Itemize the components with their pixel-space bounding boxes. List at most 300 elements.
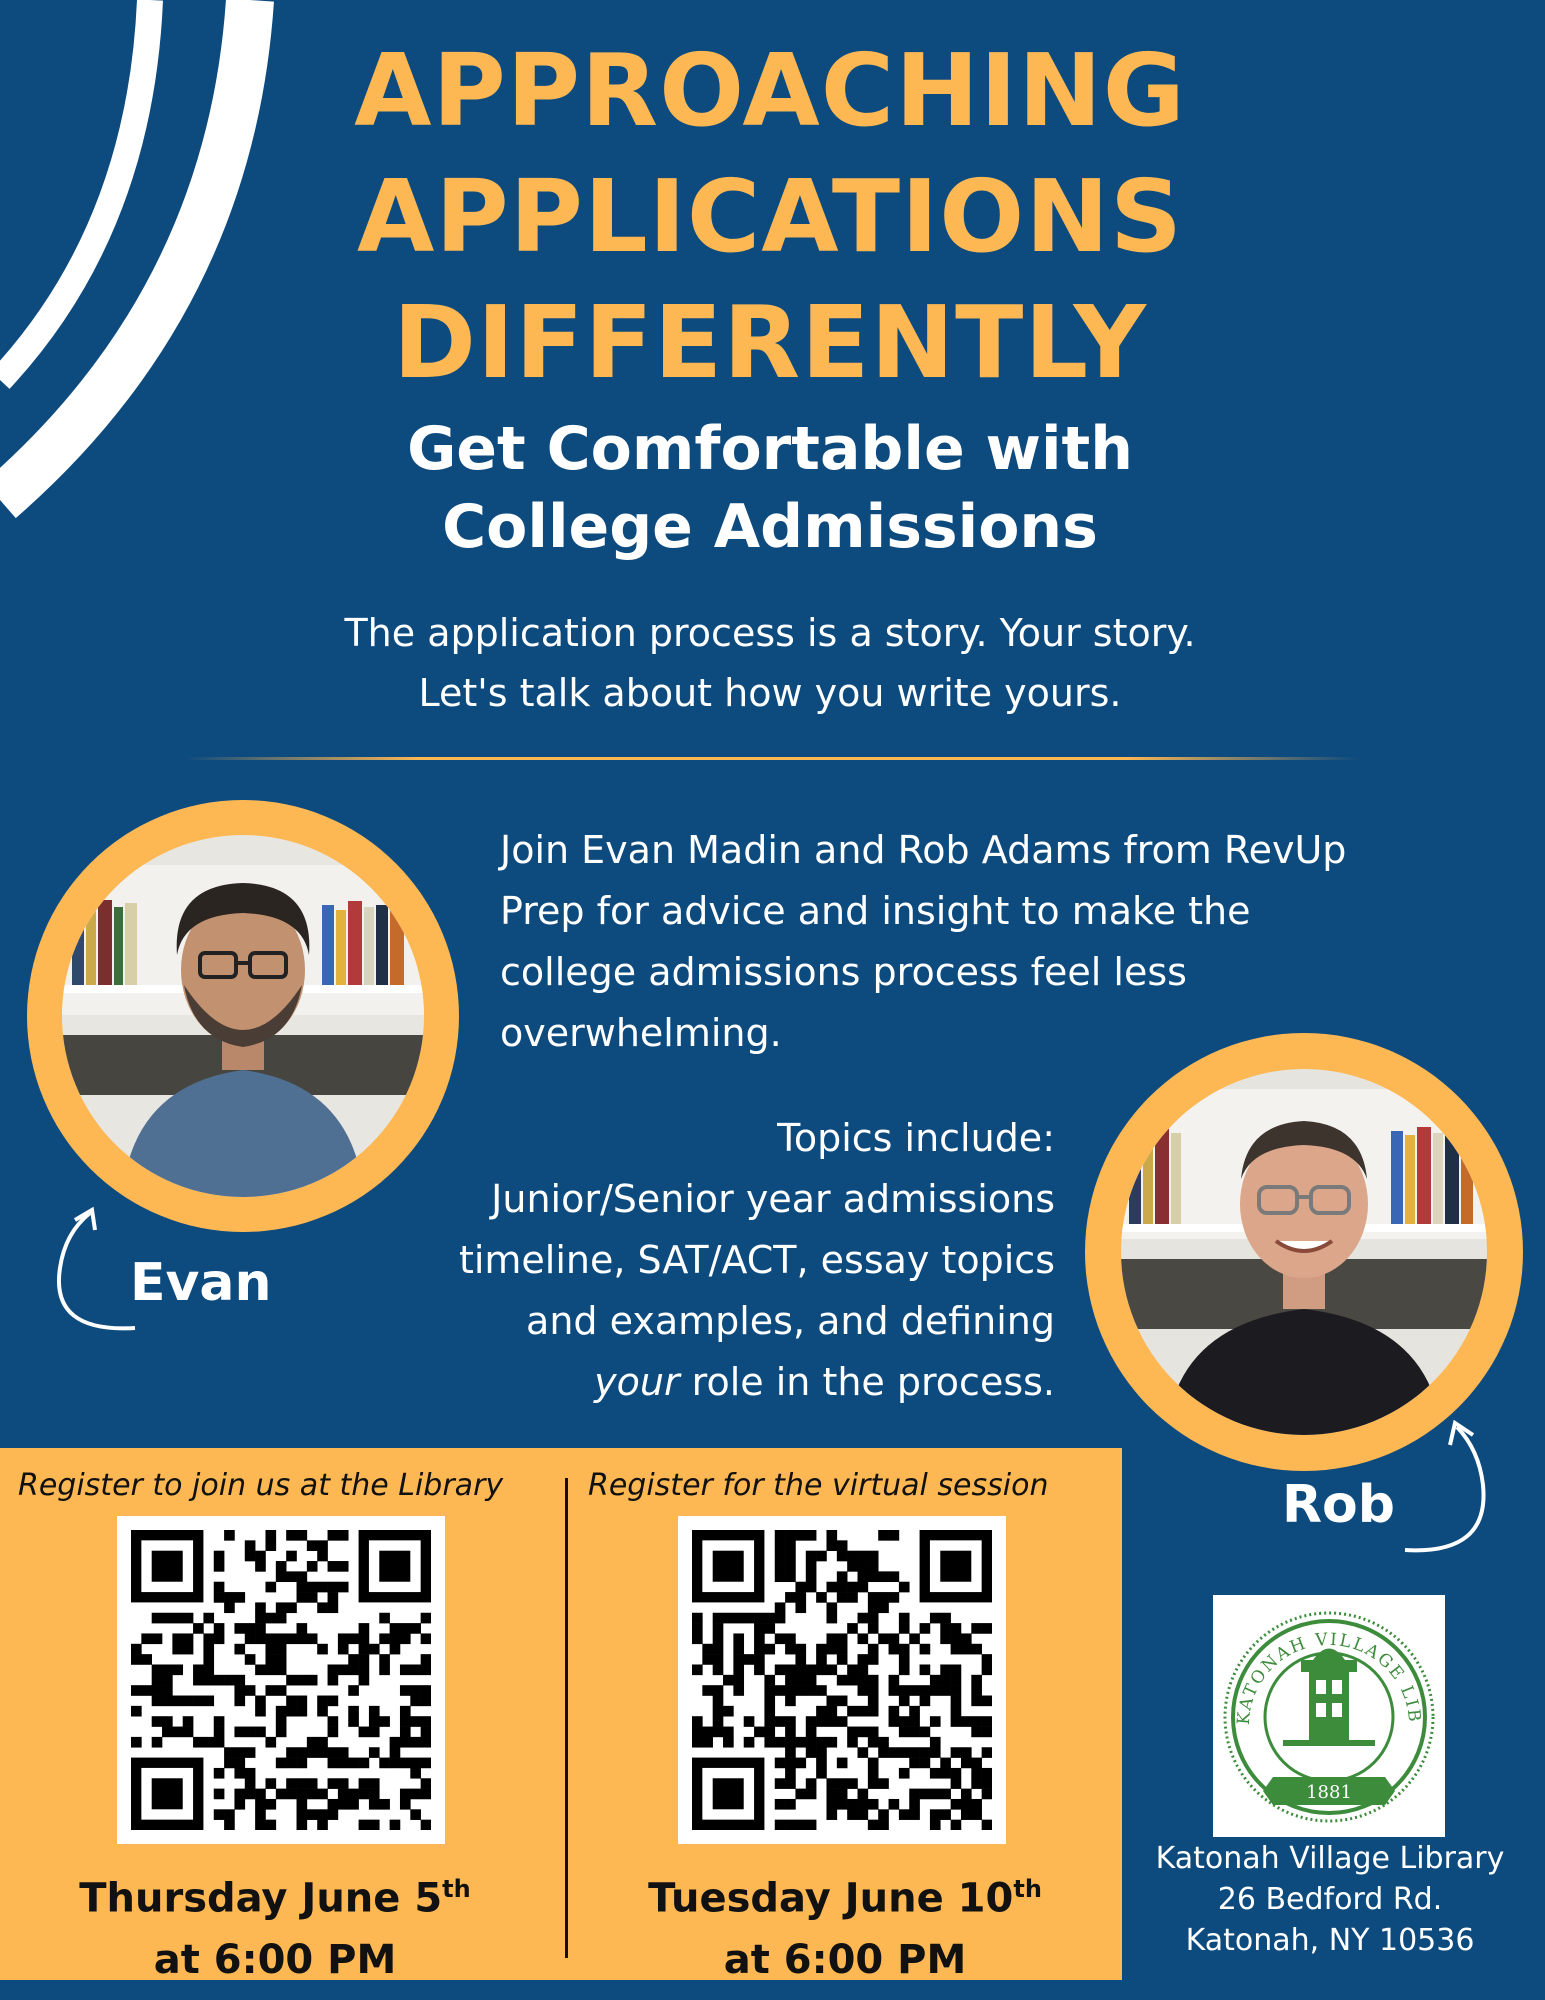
qr-module [369,1789,380,1800]
qr-module [868,1675,879,1686]
qr-module [940,1758,951,1769]
qr-module [421,1737,431,1748]
qr-module [733,1613,744,1624]
qr-module [265,1778,276,1789]
qr-module [234,1623,245,1634]
qr-module [276,1706,287,1717]
qr-module [806,1716,817,1727]
qr-module [764,1613,775,1624]
qr-module [421,1685,431,1696]
qr-module [961,1747,972,1758]
qr-module [878,1737,889,1748]
qr-module [162,1727,173,1738]
qr-module [245,1685,256,1696]
qr-module [152,1633,163,1644]
qr-module [286,1706,297,1717]
qr-module [930,1789,941,1800]
qr-module [307,1778,318,1789]
virtual-session-date [575,1858,1115,1991]
qr-module [816,1654,827,1665]
qr-module [920,1747,931,1758]
qr-module [764,1696,775,1707]
qr-module [286,1530,297,1541]
qr-module [286,1789,297,1800]
qr-module [775,1561,786,1572]
qr-module [982,1727,992,1738]
qr-module [775,1799,786,1810]
qr-module [328,1809,339,1820]
qr-module [359,1727,370,1738]
qr-module [723,1675,734,1686]
qr-module [713,1696,724,1707]
qr-module [889,1706,900,1717]
qr-module [982,1664,992,1675]
qr-module [837,1799,848,1810]
qr-module [826,1602,837,1613]
qr-module [940,1623,951,1634]
qr-module [775,1820,786,1830]
qr-module [379,1664,390,1675]
qr-module [971,1696,982,1707]
qr-module [940,1633,951,1644]
qr-module [286,1602,297,1613]
qr-module [338,1758,349,1769]
qr-module [297,1778,308,1789]
qr-module [338,1778,349,1789]
qr-module [421,1789,431,1800]
qr-module [297,1820,308,1830]
library-day: Thursday June 5 [79,1875,443,1922]
qr-module [826,1613,837,1624]
qr-module [889,1675,900,1686]
qr-module [338,1799,349,1810]
qr-module [878,1602,889,1613]
qr-module [744,1716,755,1727]
qr-module [785,1696,796,1707]
qr-module [328,1582,339,1593]
qr-module [785,1551,796,1562]
topics-line: timeline, SAT/ACT, essay topics [458,1238,1055,1282]
qr-module [245,1747,256,1758]
qr-module [692,1727,703,1738]
qr-module [868,1685,879,1696]
qr-module [317,1540,328,1551]
qr-module [837,1592,848,1603]
qr-module [131,1737,142,1748]
qr-module [909,1706,920,1717]
qr-module [400,1799,411,1810]
qr-module [265,1582,276,1593]
qr-module [265,1685,276,1696]
rob-name-label: Rob [1282,1475,1395,1535]
qr-module [733,1644,744,1655]
qr-module [307,1747,318,1758]
qr-module [421,1664,431,1675]
event-title [270,28,1270,406]
qr-module [276,1644,287,1655]
qr-module [255,1789,266,1800]
qr-module [255,1820,266,1830]
qr-module [400,1685,411,1696]
qr-module [826,1530,837,1541]
qr-module [982,1696,992,1707]
qr-module [971,1716,982,1727]
qr-module [193,1664,204,1675]
qr-module [286,1633,297,1644]
qr-module [307,1540,318,1551]
qr-module [152,1685,163,1696]
qr-module [359,1664,370,1675]
qr-module [234,1727,245,1738]
qr-module [795,1530,806,1541]
logo-year: 1881 [1306,1782,1352,1803]
qr-module [214,1582,225,1593]
qr-module [297,1758,308,1769]
qr-module [837,1675,848,1686]
qr-module [826,1737,837,1748]
qr-module [193,1623,204,1634]
qr-module [234,1592,245,1603]
qr-module [297,1571,308,1582]
qr-module [214,1716,225,1727]
qr-module [754,1654,765,1665]
qr-module [713,1664,724,1675]
qr-module [837,1540,848,1551]
qr-module [713,1633,724,1644]
qr-module [152,1716,163,1727]
qr-module [410,1696,421,1707]
qr-module [775,1685,786,1696]
qr-module [297,1799,308,1810]
qr-module [858,1551,869,1562]
topics-line [330,1352,1055,1413]
qr-module [940,1768,951,1779]
library-qr-code[interactable] [117,1516,445,1844]
qr-module [400,1716,411,1727]
qr-module [795,1602,806,1613]
qr-module [733,1654,744,1665]
qr-module [826,1664,837,1675]
intro-line: college admissions process feel less [500,950,1187,994]
qr-module [868,1551,879,1562]
qr-module [713,1613,724,1624]
qr-module [328,1664,339,1675]
qr-module [224,1530,235,1541]
qr-module [940,1675,951,1686]
qr-module [224,1820,235,1830]
qr-module [816,1592,827,1603]
qr-module [951,1633,962,1644]
qr-module [348,1633,359,1644]
qr-module [359,1758,370,1769]
qr-module [379,1799,390,1810]
qr-module [348,1799,359,1810]
qr-module [203,1644,214,1655]
qr-module [940,1685,951,1696]
qr-module [930,1613,941,1624]
qr-module [390,1747,401,1758]
intro-line: overwhelming. [500,1011,782,1055]
qr-module [297,1696,308,1707]
qr-module [131,1706,142,1717]
qr-module [214,1789,225,1800]
qr-module [265,1654,276,1665]
qr-module [162,1613,173,1624]
qr-module [359,1644,370,1655]
qr-module [276,1664,287,1675]
qr-module [421,1716,431,1727]
qr-module [837,1758,848,1769]
qr-module [837,1696,848,1707]
qr-module [785,1758,796,1769]
qr-module [307,1633,318,1644]
qr-module [723,1727,734,1738]
qr-module [816,1685,827,1696]
qr-module [328,1561,339,1572]
qr-module [785,1737,796,1748]
qr-module [317,1809,328,1820]
qr-module [255,1664,266,1675]
qr-module [909,1799,920,1810]
qr-module [951,1706,962,1717]
virtual-time: at 6:00 PM [723,1937,967,1984]
qr-module [868,1696,879,1707]
qr-module [868,1613,879,1624]
qr-module [307,1737,318,1748]
qr-module [764,1623,775,1634]
qr-module [234,1644,245,1655]
qr-module [421,1696,431,1707]
qr-module [826,1540,837,1551]
qr-module [713,1654,724,1665]
qr-module [889,1644,900,1655]
qr-module [785,1768,796,1779]
qr-module [328,1602,339,1613]
section-divider [185,757,1360,760]
qr-module [234,1799,245,1810]
topics-emphasis: your [594,1360,680,1404]
qr-module [234,1685,245,1696]
qr-module [172,1644,183,1655]
qr-module [692,1613,703,1624]
qr-module [317,1789,328,1800]
qr-module [878,1633,889,1644]
qr-module [214,1623,225,1634]
qr-module [868,1758,879,1769]
qr-module [775,1571,786,1582]
qr-module [152,1737,163,1748]
qr-module [410,1716,421,1727]
qr-module [858,1685,869,1696]
qr-module [421,1778,431,1789]
qr-module [847,1551,858,1562]
qr-module [775,1633,786,1644]
topics-line-rest: role in the process. [679,1360,1055,1404]
registration-panel [0,1448,1122,1984]
qr-module [286,1758,297,1769]
qr-module [909,1809,920,1820]
qr-module [971,1675,982,1686]
qr-module [982,1820,992,1830]
qr-module [421,1727,431,1738]
qr-module [317,1737,328,1748]
qr-module [930,1685,941,1696]
qr-module [920,1664,931,1675]
qr-module [951,1778,962,1789]
qr-module [826,1799,837,1810]
qr-module [692,1737,703,1748]
qr-module [713,1706,724,1717]
qr-module [328,1716,339,1727]
virtual-qr-code[interactable] [678,1516,1006,1844]
qr-module [265,1613,276,1624]
qr-module [183,1613,194,1624]
qr-module [265,1530,276,1541]
qr-module [847,1727,858,1738]
qr-module [951,1675,962,1686]
virtual-registration-caption: Register for the virtual session [588,1468,1049,1503]
qr-module [131,1654,142,1665]
qr-module [754,1644,765,1655]
qr-module [379,1716,390,1727]
qr-module [338,1582,349,1593]
library-day-suffix: th [442,1875,471,1903]
qr-module [172,1613,183,1624]
qr-module [971,1758,982,1769]
qr-module [961,1809,972,1820]
qr-module [328,1747,339,1758]
qr-module [816,1747,827,1758]
qr-module [940,1551,971,1582]
qr-module [878,1778,889,1789]
qr-module [234,1789,245,1800]
qr-module [785,1664,796,1675]
qr-module [702,1737,713,1748]
qr-module [692,1623,703,1634]
qr-module [348,1716,359,1727]
qr-module [785,1540,796,1551]
qr-module [214,1561,225,1572]
intro-line: Prep for advice and insight to make the [500,889,1251,933]
qr-module [837,1716,848,1727]
qr-module [775,1758,786,1769]
qr-module [909,1685,920,1696]
qr-module [764,1737,775,1748]
qr-module [410,1758,421,1769]
qr-module [214,1551,225,1562]
qr-module [286,1675,297,1686]
qr-module [795,1592,806,1603]
qr-module [317,1644,328,1655]
topics-line: and examples, and defining [526,1299,1055,1343]
qr-module [889,1571,900,1582]
qr-module [868,1623,879,1634]
qr-module [971,1778,982,1789]
qr-module [847,1592,858,1603]
qr-module [930,1716,941,1727]
qr-module [785,1727,796,1738]
qr-module [826,1582,837,1593]
qr-module [899,1716,910,1727]
qr-module [889,1716,900,1727]
qr-module [868,1778,879,1789]
qr-module [410,1768,421,1779]
qr-module [152,1613,163,1624]
qr-module [920,1685,931,1696]
qr-module [982,1716,992,1727]
qr-module [837,1551,848,1562]
address-line: Katonah, NY 10536 [1185,1923,1475,1958]
qr-module [785,1820,796,1830]
qr-module [826,1633,837,1644]
qr-module [909,1727,920,1738]
qr-module [899,1664,910,1675]
qr-module [214,1675,225,1686]
qr-module [265,1799,276,1810]
qr-module [224,1758,235,1769]
qr-module [775,1551,786,1562]
qr-module [723,1706,734,1717]
tagline-line: Let's talk about how you write yours. [418,671,1122,715]
qr-module [754,1727,765,1738]
qr-module [723,1613,734,1624]
qr-module [899,1768,910,1779]
qr-module [847,1623,858,1634]
qr-module [297,1592,308,1603]
qr-module [775,1613,786,1624]
qr-module [692,1716,703,1727]
title-line: DIFFERENTLY [393,284,1147,401]
qr-module [400,1789,411,1800]
qr-module [359,1623,370,1634]
qr-module [265,1664,276,1675]
qr-module [307,1582,318,1593]
qr-module [348,1685,359,1696]
qr-module [369,1820,380,1830]
qr-module [775,1716,786,1727]
qr-module [806,1789,817,1800]
qr-module [785,1633,796,1644]
qr-module [909,1789,920,1800]
qr-module [920,1789,931,1800]
topics-line: Topics include: [777,1116,1055,1160]
qr-module [369,1706,380,1717]
logo-text: KATONAH VILLAGE LIB [1233,1629,1425,1726]
qr-module [224,1592,235,1603]
qr-module [899,1747,910,1758]
qr-module [172,1664,183,1675]
qr-module [982,1654,992,1665]
qr-module [141,1633,152,1644]
qr-module [920,1727,931,1738]
qr-module [328,1696,339,1707]
qr-module [868,1727,879,1738]
qr-module [847,1778,858,1789]
qr-module [421,1758,431,1769]
qr-module [795,1654,806,1665]
qr-module [245,1551,256,1562]
qr-module [338,1530,349,1541]
subtitle-line: Get Comfortable with [407,414,1133,484]
qr-module [961,1633,972,1644]
qr-module [868,1737,879,1748]
qr-module [775,1778,786,1789]
qr-module [744,1654,755,1665]
qr-module [858,1675,869,1686]
qr-module [172,1633,183,1644]
qr-module [889,1592,900,1603]
qr-module [276,1602,287,1613]
